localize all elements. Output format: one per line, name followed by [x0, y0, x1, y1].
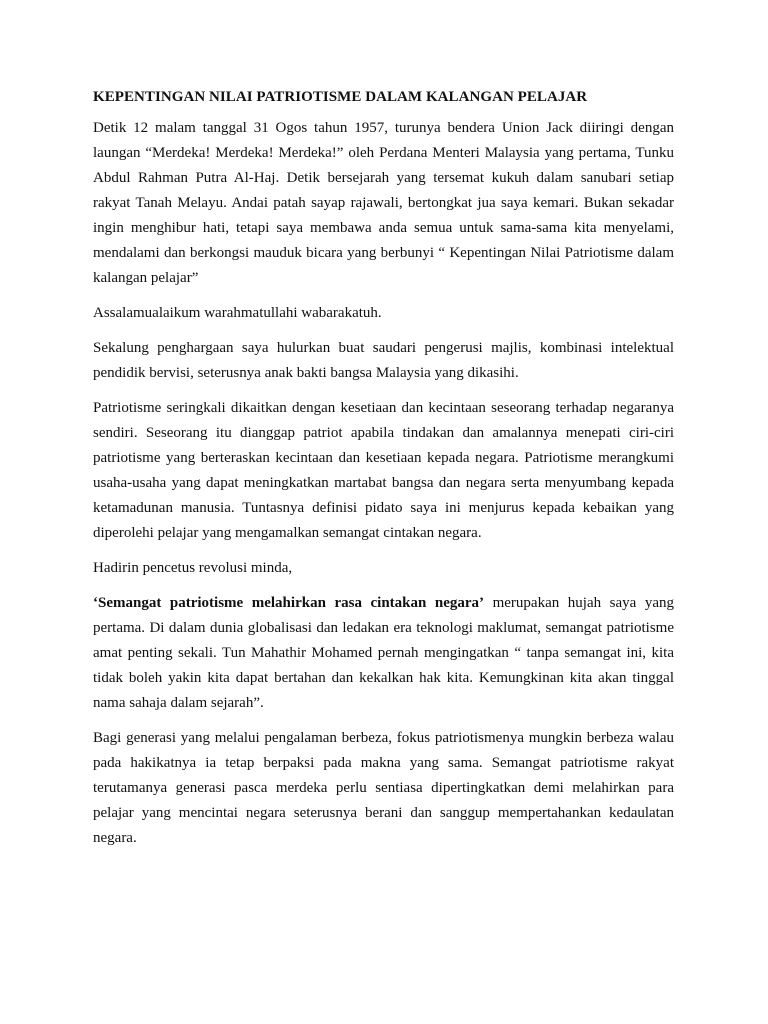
- paragraph-text: Sekalung penghargaan saya hulurkan buat saudari pengerusi majlis, kombinasi intelektual pendidik bervisi, seterusnya anak bakti bangsa Malaysia yang dikasihi.: [93, 340, 674, 381]
- paragraph-text: Patriotisme seringkali dikaitkan dengan kesetiaan dan kecintaan seseorang terhadap negaranya sendiri. Seseorang itu dianggap patriot apabila tindakan dan amalannya menepati ciri-ciri patriotisme yang berteraskan kecintaan dan kesetiaan kepada negara. Patriotisme merangkumi usaha-usaha yang dapat meningkatkan martabat bangsa dan negara serta menyumbang kepada ketamadunan manusia. Tuntasnya definisi pidato saya ini menjurus kepada kebaikan yang diperolehi pelajar yang mengamalkan semangat cintakan negara.: [93, 400, 674, 541]
- paragraph-text: Bagi generasi yang melalui pengalaman berbeza, fokus patriotismenya mungkin berbeza walau pada hakikatnya ia tetap berpaksi pada makna yang sama. Semangat patriotisme rakyat terutamanya generasi pasca merdeka perlu sentiasa dipertingkatkan demi melahirkan para pelajar yang mencintai negara seterusnya berani dan sanggup mempertahankan kedaulatan negara.: [93, 730, 674, 846]
- paragraph-definition: [93, 396, 674, 546]
- paragraph-acknowledgement: [93, 336, 674, 386]
- document-page: [93, 86, 674, 861]
- document-title: KEPENTINGAN NILAI PATRIOTISME DALAM KALANGAN PELAJAR: [93, 89, 588, 105]
- paragraph-first-argument: [93, 591, 674, 716]
- paragraph-text: Hadirin pencetus revolusi minda,: [93, 560, 293, 576]
- paragraph-greeting: [93, 301, 674, 326]
- paragraph-generation: [93, 726, 674, 851]
- paragraph-text: merupakan hujah saya yang pertama. Di dalam dunia globalisasi dan ledakan era teknologi maklumat, semangat patriotisme amat penting sekali. Tun Mahathir Mohamed pernah mengingatkan “ tanpa semangat ini, kita tidak boleh yakin kita dapat bertahan dan kekalkan hak kita. Kemungkinan kita akan tinggal nama sahaja dalam sejarah”.: [93, 595, 674, 711]
- paragraph-address: [93, 556, 674, 581]
- paragraph-text: Assalamualaikum warahmatullahi wabarakatuh.: [93, 305, 382, 321]
- paragraph-text: Detik 12 malam tanggal 31 Ogos tahun 1957, turunya bendera Union Jack diiringi dengan laungan “Merdeka! Merdeka! Merdeka!” oleh Perdana Menteri Malaysia yang pertama, Tunku Abdul Rahman Putra Al-Haj. Detik bersejarah yang tersemat kukuh dalam sanubari setiap rakyat Tanah Melayu. Andai patah sayap rajawali, bertongkat jua saya kemari. Bukan sekadar ingin menghibur hati, tetapi saya membawa anda semua untuk sama-sama kita menyelami, mendalami dan berkongsi mauduk bicara yang berbunyi “ Kepentingan Nilai Patriotisme dalam kalangan pelajar”: [93, 120, 674, 286]
- paragraph-opening: [93, 116, 674, 291]
- paragraph-bold-lead: ‘Semangat patriotisme melahirkan rasa cintakan negara’: [93, 595, 485, 611]
